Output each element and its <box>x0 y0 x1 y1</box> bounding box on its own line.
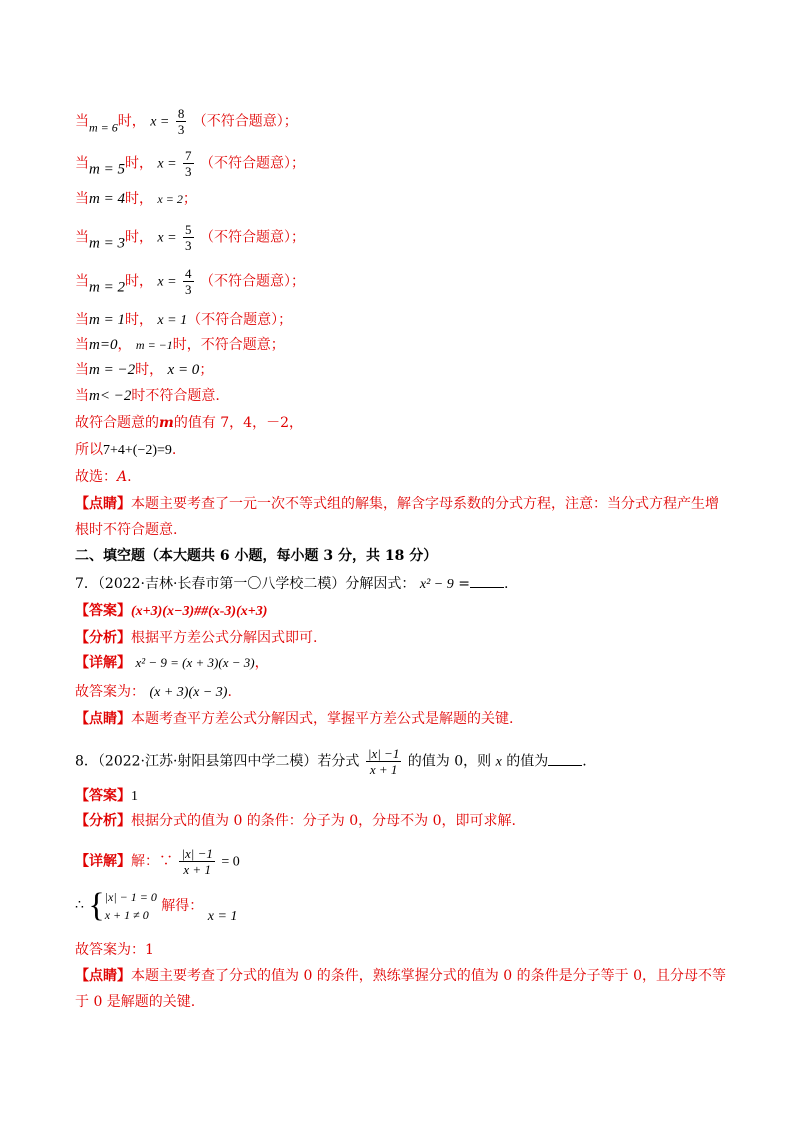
choice-prefix: 故选： <box>75 469 117 485</box>
case-prefix: 当 <box>75 388 89 404</box>
note-q7 <box>75 709 513 729</box>
answer-line-7 <box>75 601 267 622</box>
case-prefix: 当 <box>75 312 89 328</box>
case-mid: 时， <box>124 273 153 290</box>
detail-end: ， <box>254 655 269 671</box>
answer-line-8 <box>75 786 138 807</box>
sum-prefix: 所以 <box>75 442 103 458</box>
note-tag: 【点睛】 <box>75 496 131 512</box>
case-note: （不符合题意）； <box>200 273 305 290</box>
question-stem: 7．（2022·吉林·长春市第一〇八学校二模）分解因式： <box>75 576 416 592</box>
analysis-line-7 <box>75 628 317 648</box>
case-mid: 时， <box>124 191 153 207</box>
detail-line-8 <box>75 846 240 877</box>
case-x: x = <box>157 156 177 172</box>
case-condition: m< −2 <box>89 388 132 404</box>
system-equations <box>105 888 157 924</box>
final-prefix: 故答案为： <box>75 684 145 700</box>
case-line-m-less-neg2 <box>75 386 220 406</box>
question-7 <box>75 574 508 595</box>
fraction <box>176 106 187 137</box>
sum-line <box>75 440 176 461</box>
case-line-m1 <box>75 310 292 331</box>
final-line-7 <box>75 682 232 703</box>
note-text: 本题主要考查了分式的值为 0 的条件，熟练掌握分式的值为 0 的条件是分子等于 0，且分母不等 <box>131 968 726 984</box>
sum-end: . <box>171 442 177 458</box>
note-text: 本题主要考查了一元一次不等式组的解集，解含字母系数的分式方程，注意：当分式方程产生增 <box>131 496 719 512</box>
answer-blank <box>470 575 504 588</box>
case-prefix: 当 <box>75 191 89 207</box>
solution-value: x = 1 <box>207 909 238 924</box>
fraction-num: |x| −1 <box>181 846 213 861</box>
case-line-m3 <box>75 222 305 254</box>
case-note: （不符合题意）； <box>200 229 305 246</box>
equation-2: x + 1 ≠ 0 <box>104 908 149 922</box>
final-line-8: 故答案为：1 <box>75 942 154 958</box>
case-condition: m = 1 <box>89 312 125 328</box>
answer-tag: 【答案】 <box>75 603 131 619</box>
fraction-num: 8 <box>177 106 185 121</box>
analysis-text: 根据分式的值为 0 的条件：分子为 0，分母不为 0，即可求解. <box>131 813 516 829</box>
case-note: （不符合题意）； <box>200 155 305 172</box>
case-condition: m = 6 <box>89 120 118 135</box>
case-line-m6 <box>75 106 298 138</box>
answer-text: (x+3)(x−3)##(x-3)(x+3) <box>131 604 268 619</box>
analysis-tag: 【分析】 <box>75 813 131 829</box>
case-condition: m = 3 <box>89 235 125 252</box>
case-prefix: 当 <box>75 155 89 172</box>
answer-tag: 【答案】 <box>75 788 131 804</box>
fraction-num: |x| −1 <box>367 746 400 761</box>
question-tail: 的值为 <box>506 753 549 770</box>
system-brace-group <box>88 888 156 924</box>
note-q6-line2 <box>75 520 177 540</box>
choice-answer: A <box>117 469 128 485</box>
case-prefix: 当 <box>75 362 89 378</box>
case-prefix: 当 <box>75 273 89 290</box>
case-prefix: 当 <box>75 337 89 353</box>
detail-prefix: 解：∵ <box>131 853 173 870</box>
fraction-den: 3 <box>185 238 192 253</box>
detail-line-7 <box>75 653 269 673</box>
case-condition: m = 2 <box>89 279 125 296</box>
fraction-den: x + 1 <box>369 762 398 777</box>
equation-1: |x| − 1 = 0 <box>104 890 157 904</box>
conclusion-values <box>75 413 303 433</box>
case-condition: m = −2 <box>89 362 136 378</box>
equals: = <box>458 576 470 592</box>
final-expression: (x + 3)(x − 3) <box>149 685 228 700</box>
note-text: 本题考查平方差公式分解因式，掌握平方差公式是解题的关键. <box>131 711 514 727</box>
variable-m: m <box>159 415 174 431</box>
case-line-m-neg2 <box>75 360 213 380</box>
question-end: . <box>582 753 587 770</box>
analysis-tag: 【分析】 <box>75 630 131 646</box>
case-note: ； <box>182 191 197 207</box>
case-prefix: 当 <box>75 113 89 130</box>
note-text: 于 0 是解题的关键. <box>75 994 196 1010</box>
case-mid: ， <box>117 337 132 353</box>
fraction-num: 7 <box>185 148 192 163</box>
choice-end: . <box>127 469 132 485</box>
answer-text: 1 <box>131 789 138 804</box>
case-x: x = 1 <box>157 313 188 328</box>
case-x: m = −1 <box>135 338 173 352</box>
case-line-m2 <box>75 266 305 298</box>
detail-tag: 【详解】 <box>75 655 131 671</box>
detail-expression: x² − 9 = (x + 3)(x − 3) <box>135 655 255 670</box>
fraction-den: 3 <box>185 282 192 297</box>
analysis-text: 根据平方差公式分解因式即可. <box>131 630 318 646</box>
section-title: 二、填空题（本大题共 6 小题，每小题 3 分，共 18 分） <box>75 548 438 564</box>
note-tag: 【点睛】 <box>75 711 131 727</box>
detail-tag: 【详解】 <box>75 853 131 870</box>
note-tag: 【点睛】 <box>75 968 131 984</box>
case-condition: m = 4 <box>89 191 125 207</box>
fraction-num: 5 <box>185 222 192 237</box>
therefore-symbol: ∴ <box>75 898 84 913</box>
case-x: x = <box>157 274 177 290</box>
case-x: x = <box>157 230 177 246</box>
case-prefix: 当 <box>75 229 89 246</box>
note-q8-line1 <box>75 966 726 986</box>
sum-expression: 7+4+(−2)=9 <box>103 443 172 458</box>
case-mid: 时， <box>124 312 153 328</box>
note-q8-line2 <box>75 992 195 1012</box>
question-mid: 的值为 0，则 <box>407 753 492 770</box>
case-x: x = <box>150 114 170 130</box>
fraction-num: 4 <box>185 266 192 281</box>
case-mid: 时， <box>135 362 164 378</box>
conclusion-text: 的值有 7，4，－2， <box>173 415 303 431</box>
note-q6-line1 <box>75 494 719 514</box>
case-note: ； <box>199 362 214 378</box>
question-expression: x² − 9 <box>419 577 454 592</box>
question-end: . <box>503 576 509 592</box>
case-mid: 时， <box>117 113 146 130</box>
system-of-conditions <box>75 888 237 927</box>
case-note: 时，不符合题意； <box>172 337 285 353</box>
variable-x: x <box>495 754 502 770</box>
case-x: x = 2 <box>157 192 183 206</box>
question-stem: 8．（2022·江苏·射阳县第四中学二模）若分式 <box>75 753 360 770</box>
detail-fraction <box>179 846 214 877</box>
case-x: x = 0 <box>167 362 200 378</box>
case-condition: m = 5 <box>89 161 125 178</box>
case-note: （不符合题意）； <box>192 113 298 130</box>
question-fraction <box>366 746 401 777</box>
detail-equals: = 0 <box>221 854 240 870</box>
case-condition: m=0 <box>89 337 118 353</box>
answer-blank <box>548 753 582 766</box>
fraction-den: x + 1 <box>183 862 211 877</box>
case-line-m4 <box>75 189 197 209</box>
solve-label: 解得： <box>161 898 204 914</box>
left-brace: { <box>88 887 105 924</box>
fraction-den: 3 <box>177 122 185 137</box>
case-mid: 时， <box>124 155 153 172</box>
case-note: （不符合题意）； <box>187 312 293 328</box>
fraction <box>183 266 194 297</box>
case-line-m5 <box>75 148 305 180</box>
case-mid: 时， <box>124 229 153 246</box>
fraction <box>183 148 194 179</box>
conclusion-prefix: 故符合题意的 <box>75 415 159 431</box>
question-8 <box>75 746 587 777</box>
choice-line <box>75 467 132 487</box>
case-line-m0 <box>75 335 285 355</box>
case-note: 时不符合题意. <box>131 388 220 404</box>
final-end: . <box>227 684 232 700</box>
fraction <box>183 222 194 253</box>
note-text: 根时不符合题意. <box>75 522 178 538</box>
fraction-den: 3 <box>185 164 192 179</box>
analysis-line-8 <box>75 811 516 831</box>
